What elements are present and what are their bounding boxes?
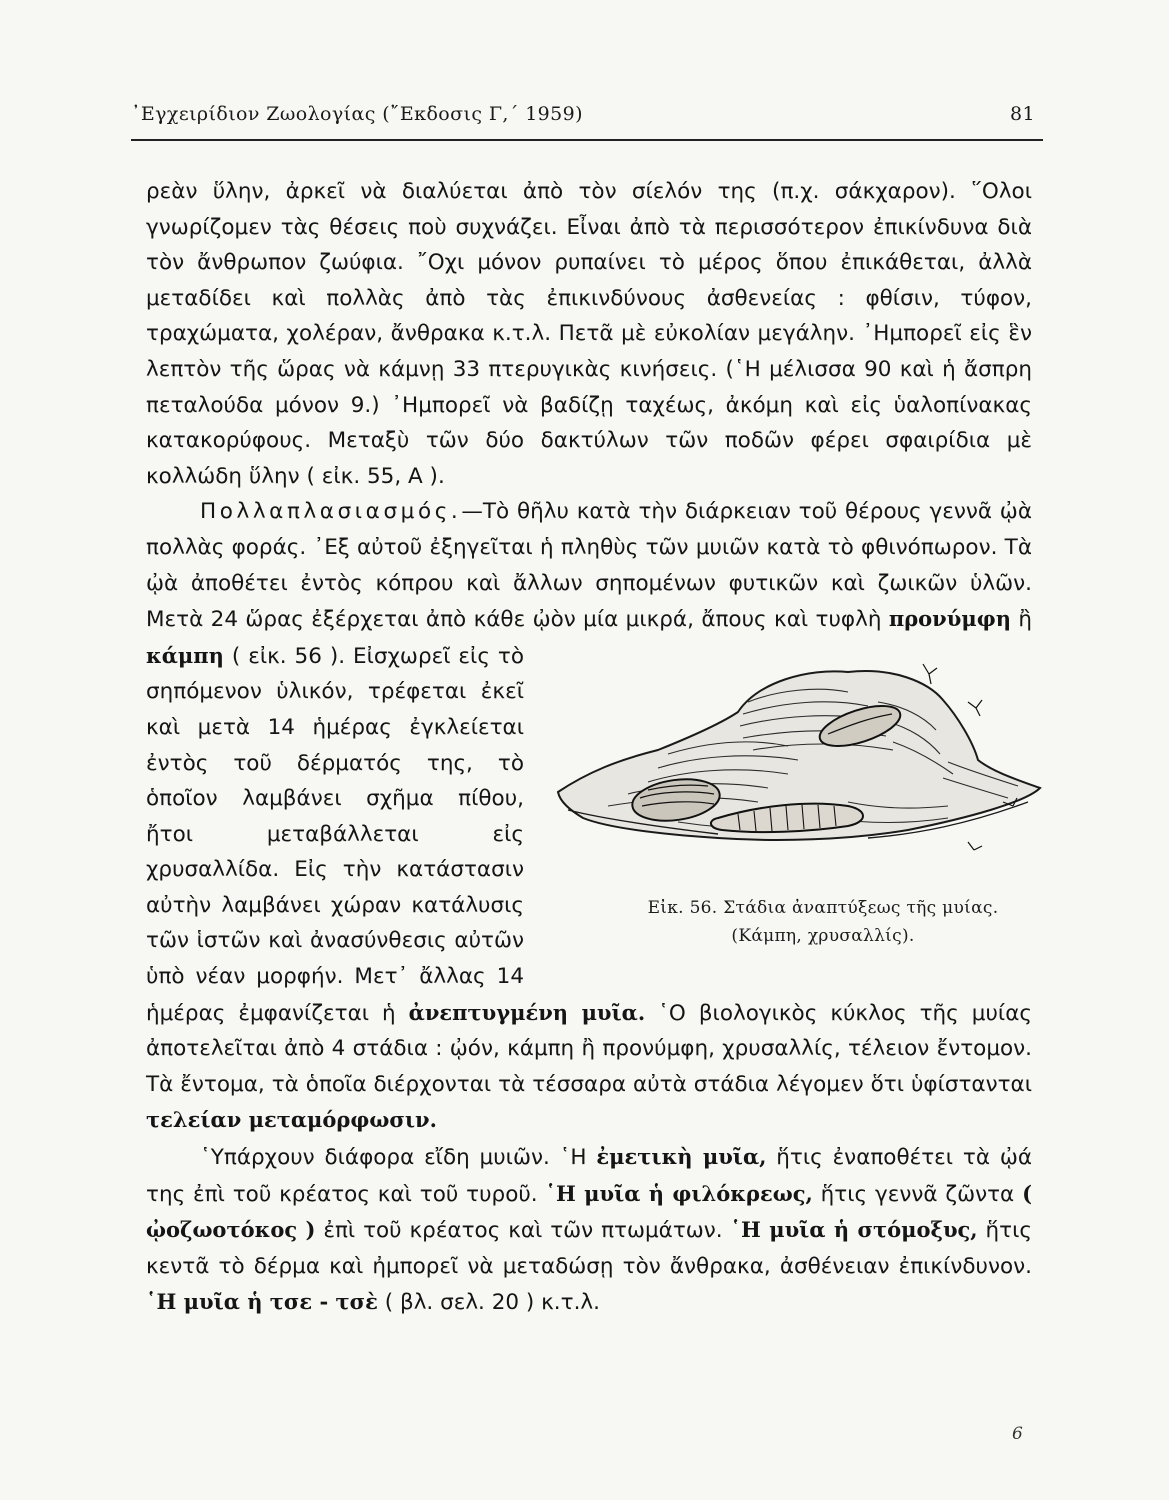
caption-line-2: (Κάμπη, χρυσαλλίς). <box>731 925 915 946</box>
paragraph-3-text-d: ἐπὶ τοῦ κρέατος καὶ τῶν πτωμάτων. <box>323 1218 723 1244</box>
figure-caption <box>538 894 1054 950</box>
paragraph-2-text-a: —Τὸ θῆλυ κατὰ τὴν διάρκειαν τοῦ θέρους γεννᾶ ᾠὰ πολλὰς φοράς. ᾿Εξ αὐτοῦ ἐξηγεῖται ἡ πληθὺς τῶν μυιῶν κατὰ τὸ φθινόπωρον. Τὰ ᾠὰ ἀποθέτει ἐντὸς κόπρου καὶ ἄλλων σηπομένων φυτικῶν καὶ ζωικῶν ὑλῶν. Μετὰ 24 ὥρας ἐξέρχεται ἀπὸ κάθε ᾠὸν μία μικρά, ἄπους καὶ τυφλὴ <box>146 499 1032 633</box>
paragraph-2-text-d: ῾Ο βιολογικὸς κύκλος τῆς μυίας ἀποτελεῖται ἀπὸ 4 στάδια : ᾠόν, κάμπη ἢ προνύμφη, χρυσαλλίς, τέλειον ἔντομον. Τὰ ἔντομα, τὰ ὁποῖα διέρχονται τὰ τέσσαρα αὐτὰ στάδια λέγομεν ὅτι ὑφίστανται <box>146 1000 1032 1097</box>
paragraph-3-text-c: ἥτις γεννᾶ ζῶντα <box>820 1181 1015 1207</box>
running-title: ᾿Εγχειρίδιον Ζωολογίας (῎Εκδοσις Γ,΄ 1959) <box>131 103 583 125</box>
term-kampi: κάμπη <box>146 642 224 668</box>
caption-line-1: Εἰκ. 56. Στάδια ἀναπτύξεως τῆς μυίας. <box>647 897 999 918</box>
term-complete-metamorphosis: τελείαν μεταμόρφωσιν. <box>146 1107 437 1133</box>
term-stomoxys: ῾Η μυῖα ἡ στόμοξυς, <box>730 1217 978 1243</box>
paragraph-2-text-c: ( εἰκ. 56 ). Εἰσχωρεῖ εἰς τὸ σηπόμενον ὑλικόν, τρέφεται ἐκεῖ καὶ μετὰ 14 ἡμέρας ἐγκλείεται ἐντὸς τοῦ δέρματός της, τὸ ὁποῖον λαμβάνει σχῆμα πίθου, ἤτοι μεταβάλλεται εἰς χρυσαλλίδα. Εἰς τὴν κατάστασιν αὐτὴν λαμβάνει χώραν κατάλυσις τῶν ἱστῶν καὶ ἀνασύνθεσις αὐτῶν ὑπὸ νέαν μορφήν. Μετ᾿ ἄλλας 14 ἡμέρας ἐμφανίζεται ἡ <box>146 643 524 1026</box>
header-rule <box>131 139 1043 141</box>
term-flesh-fly: ῾Η μυῖα ἡ φιλόκρεως, <box>545 1180 813 1206</box>
running-head <box>131 103 1041 125</box>
term-ovoviviparous: ( ᾠοζωοτόκος ) <box>146 1180 1032 1243</box>
figure-56 <box>538 642 1054 970</box>
fly-illustration-icon <box>548 642 1048 892</box>
term-developed-fly: ἀνεπτυγμένη μυῖα. <box>408 999 646 1025</box>
term-emetic-fly: ἐμετικὴ μυῖα, <box>596 1144 767 1170</box>
term-pronymphi: προνύμφη <box>888 606 1011 632</box>
signature-mark: 6 <box>1012 1424 1023 1444</box>
section-heading-reproduction: Πολλαπλασιασμός. <box>200 499 462 525</box>
main-text <box>146 174 1032 1321</box>
paragraph-3-text-e: ἥτις κεντᾶ τὸ δέρμα καὶ ἠμπορεῖ νὰ μεταδώσῃ τὸν ἄνθρακα, ἀσθένειαν ἐπικίνδυνον. <box>146 1218 1032 1279</box>
paragraph-3-text-f: ( βλ. σελ. 20 ) κ.τ.λ. <box>384 1290 600 1316</box>
paragraph-1: ρεὰν ὕλην, ἀρκεῖ νὰ διαλύεται ἀπὸ τὸν σίελόν της (π.χ. σάκχαρον). ῞Ολοι γνωρίζομεν τὰς θέσεις ποὺ συχνάζει. Εἶναι ἀπὸ τὰ περισσότερον ἐπικίνδυνα διὰ τὸν ἄνθρωπον ζωύφια. ῎Οχι μόνον ρυπαίνει τὸ μέρος ὅπου ἐπικάθεται, ἀλλὰ μεταδίδει καὶ πολλὰς ἀπὸ τὰς ἐπικινδύνους ἀσθενείας : φθίσιν, τύφον, τραχώματα, χολέραν, ἄνθρακα κ.τ.λ. Πετᾶ μὲ εὐκολίαν μεγάλην. ᾿Ημπορεῖ εἰς ἓν λεπτὸν τῆς ὥρας νὰ κάμνῃ 33 πτερυγικὰς κινήσεις. (῾Η μέλισσα 90 καὶ ἡ ἄσπρη πεταλούδα μόνον 9.) ᾿Ημπορεῖ νὰ βαδίζῃ ταχέως, ἀκόμη καὶ εἰς ὑαλοπίνακας κατακορύφους. Μεταξὺ τῶν δύο δακτύλων τῶν ποδῶν φέρει σφαιρίδια μὲ κολλώδη ὕλην ( εἰκ. 55, Α ). <box>146 179 1032 489</box>
paragraph-3-text-b: ἥτις ἐναποθέτει τὰ ᾠά της ἐπὶ τοῦ κρέατος καὶ τοῦ τυροῦ. <box>146 1145 1033 1207</box>
paragraph-2-text-b: ἢ <box>1018 607 1032 633</box>
paragraph-2 <box>146 494 1032 1139</box>
paragraph-3-text-a: ῾Υπάρχουν διάφορα εἴδη μυιῶν. ῾Η <box>200 1145 587 1171</box>
page-number: 81 <box>1010 103 1035 125</box>
paragraph-3 <box>146 1139 1032 1321</box>
term-tsetse: ῾Η μυῖα ἡ τσε - τσὲ <box>146 1289 378 1315</box>
